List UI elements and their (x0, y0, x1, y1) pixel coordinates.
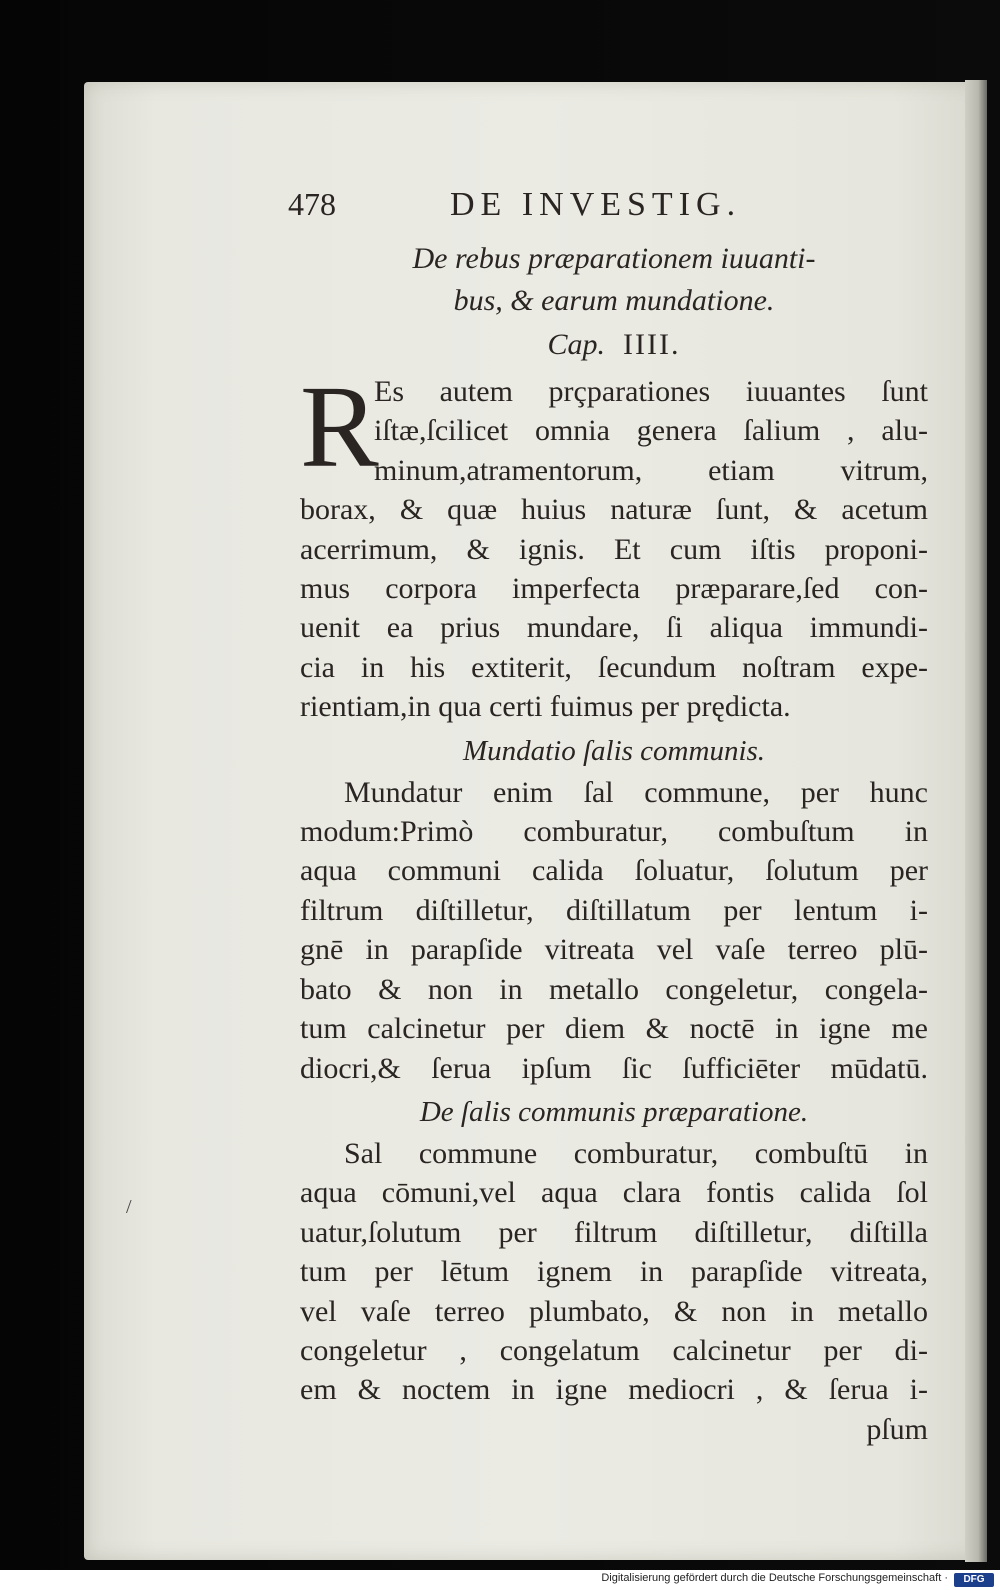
heading-line: De rebus præparationem iuuanti- (412, 242, 816, 275)
text-line: uenit ea prius mundare, ſi aliqua immundi- (300, 611, 928, 645)
text-line: acerrimum, & ignis. Et cum iſtis proponi- (300, 532, 928, 566)
drop-cap: R (300, 361, 379, 492)
page-edge (965, 80, 987, 1562)
chapter-number (300, 322, 928, 368)
catchword: pſum (866, 1412, 928, 1446)
text-line: filtrum diſtilletur, diſtillatum per lentum i- (300, 893, 928, 927)
text-line: bato & non in metallo congeletur, congela- (300, 972, 928, 1006)
text-line: borax, & quæ huius naturæ ſunt, & acetum (300, 493, 928, 527)
section-heading-2: De ſalis communis præparatione. (419, 1095, 809, 1128)
footer-bar (0, 1570, 1000, 1590)
page-number: 478 (288, 186, 336, 222)
text-line: modum:Primò comburatur, combuſtum in (300, 815, 928, 849)
running-title: DE INVESTIG. (450, 186, 742, 223)
text-line: iſtæ,ſcilicet omnia genera ſalium , alu- (374, 414, 928, 448)
text-line: mus corpora imperfecta præparare,ſed con- (300, 572, 928, 606)
text-line: Mundatur enim ſal commune, per hunc (344, 775, 928, 809)
text-line: minum,atramentorum, etiam vitrum, (374, 453, 928, 487)
text-line: uatur,ſolutum per filtrum diſtilletur, diſtilla (300, 1215, 928, 1249)
text-line: tum per lētum ignem in parapſide vitreata, (300, 1255, 928, 1289)
text-line: cia in his extiterit, ſecundum noſtram expe- (300, 650, 928, 684)
text-line: aqua cōmuni,vel aqua clara fontis calida ſol (300, 1176, 928, 1210)
text-line: rientiam,in qua certi fuimus per prędicta. (300, 690, 791, 724)
funding-credit: Digitalisierung gefördert durch die Deutsche Forschungsgemeinschaft · (601, 1572, 948, 1584)
text-line: diocri,& ſerua ipſum ſic ſufficiēter mūdatū. (300, 1051, 928, 1085)
text-line: tum calcinetur per diem & noctē in igne me (300, 1012, 928, 1046)
text-line: vel vaſe terreo plumbato, & non in metallo (300, 1294, 928, 1328)
chapter-heading (300, 238, 928, 322)
text-line: em & noctem in igne mediocri , & ſerua i- (300, 1373, 928, 1407)
section-heading-1: Mundatio ſalis communis. (462, 734, 766, 767)
text-block (288, 186, 928, 1450)
text-line: Es autem prçparationes iuuantes ſunt (374, 375, 928, 408)
paragraph-2 (300, 773, 928, 1088)
heading-line: bus, & earum mundatione. (453, 284, 775, 317)
text-line: gnē in parapſide vitreata vel vaſe terreo plū- (300, 933, 928, 967)
text-line: Sal commune comburatur, combuſtū in (344, 1136, 928, 1170)
cap-label: Cap. (547, 328, 606, 361)
running-head (288, 186, 928, 238)
text-line: aqua communi calida ſoluatur, ſolutum per (300, 854, 928, 888)
cap-numeral: IIII. (623, 328, 681, 361)
text-line: congeletur , congelatum calcinetur per di- (300, 1333, 928, 1367)
dfg-logo[interactable]: DFG (954, 1573, 994, 1587)
margin-mark: / (126, 1196, 132, 1218)
paragraph-3 (300, 1134, 928, 1410)
paragraph-1 (300, 361, 928, 727)
